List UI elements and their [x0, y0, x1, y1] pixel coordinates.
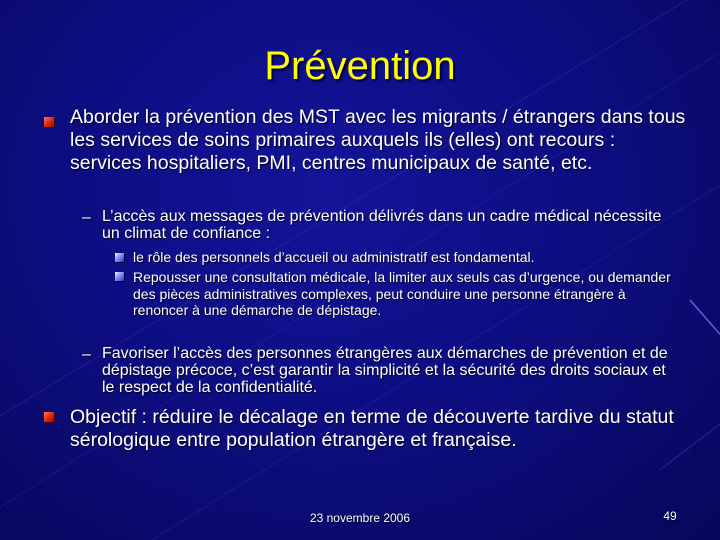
bullet-2-text: Objectif : réduire le décalage en terme de découverte tardive du statut sérologique entre population étrangère et française.: [70, 406, 674, 451]
sub-sub-item-2-text: Repousser une consultation médicale, la limiter aux seuls cas d’urgence, ou demander des pièces administratives complexes, peut conduire une personne étrangère à renoncer à une démarche de dépistage.: [133, 269, 671, 318]
dash-bullet-icon: –: [82, 209, 91, 226]
square-bullet-icon: [44, 117, 54, 127]
sub-sub-item-1-text: le rôle des personnels d’accueil ou administratif est fondamental.: [133, 249, 535, 265]
bullet-1-text: Aborder la prévention des MST avec les migrants / étrangers dans tous les services de soins primaires auxquels ils (elles) ont recours : services hospitaliers, PMI, centres municipaux de santé, etc.: [70, 106, 686, 174]
dash-bullet-icon: –: [82, 346, 91, 363]
square-bullet-icon: [44, 412, 54, 422]
footer-date: 23 novembre 2006: [309, 511, 411, 525]
slide-title: Prévention: [264, 44, 456, 88]
sub-item-1-text: L’accès aux messages de prévention délivrés dans un cadre médical nécessite un climat de confiance :: [102, 208, 662, 242]
square-bullet-icon: [115, 272, 124, 281]
sub-item-2-text: Favoriser l’accès des personnes étrangères aux démarches de prévention et de dépistage précoce, c’est garantir la simplicité et la sécurité des droits sociaux et le respect de la confidentialité.: [102, 345, 668, 396]
square-bullet-icon: [115, 253, 124, 262]
page-number: 49: [663, 509, 677, 523]
